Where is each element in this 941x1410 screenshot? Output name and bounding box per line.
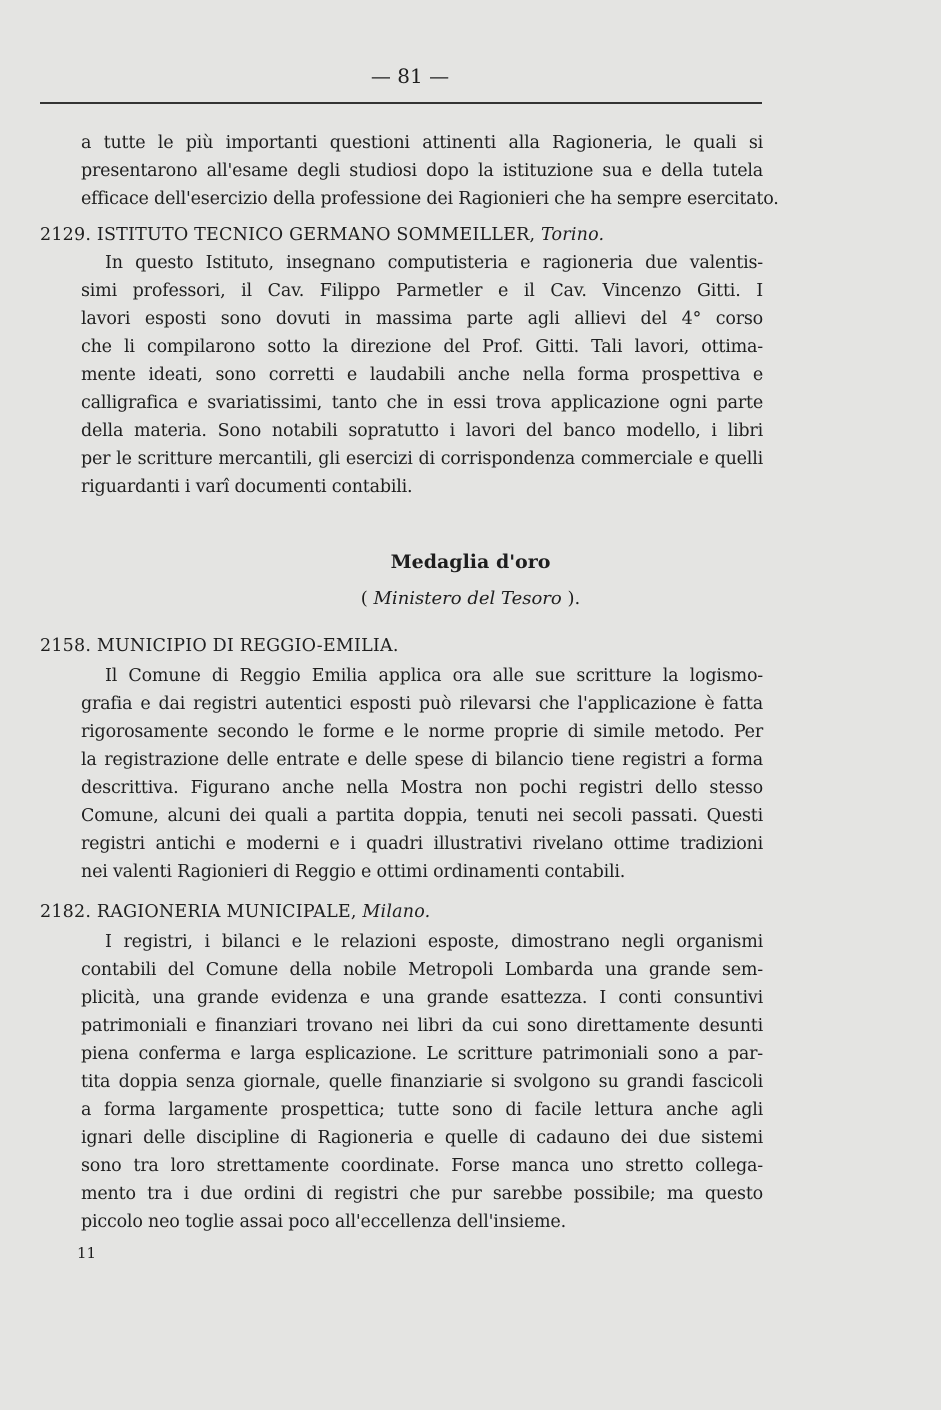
- entry-2182-heading: 2182. RAGIONERIA MUNICIPALE, Milano.: [40, 902, 431, 922]
- text-line: piena conferma e larga esplicazione. Le scritture patrimoniali sono a par-: [81, 1044, 763, 1064]
- entry-2129-heading: 2129. ISTITUTO TECNICO GERMANO SOMMEILLER, Torino.: [40, 225, 605, 245]
- text-line: calligrafica e svariatissimi, tanto che in essi trova applicazione ogni parte: [81, 393, 763, 413]
- text-line: efficace dell'esercizio della professione dei Ragionieri che ha sempre esercitato.: [81, 189, 779, 209]
- text-line: della materia. Sono notabili sopratutto i lavori del banco modello, i libri: [81, 421, 763, 441]
- text-line: piccolo neo toglie assai poco all'eccellenza dell'insieme.: [81, 1212, 566, 1232]
- text-line: a forma largamente prospettica; tutte sono di facile lettura anche agli: [81, 1100, 763, 1120]
- text-line: sono tra loro strettamente coordinate. Forse manca uno stretto collega-: [81, 1156, 763, 1176]
- text-line: Il Comune di Reggio Emilia applica ora alle sue scritture la logismo-: [105, 666, 763, 686]
- text-line: simi professori, il Cav. Filippo Parmetler e il Cav. Vincenzo Gitti. I: [81, 281, 763, 301]
- text-line: rigorosamente secondo le forme e le norme proprie di simile metodo. Per: [81, 722, 763, 742]
- text-line: che li compilarono sotto la direzione del Prof. Gitti. Tali lavori, ottima-: [81, 337, 763, 357]
- text-line: per le scritture mercantili, gli esercizi di corrispondenza commerciale e quelli: [81, 449, 763, 469]
- text-line: a tutte le più importanti questioni attinenti alla Ragioneria, le quali si: [81, 133, 763, 153]
- text-line: In questo Istituto, insegnano computisteria e ragioneria due valentis-: [105, 253, 763, 273]
- text-line: la registrazione delle entrate e delle spese di bilancio tiene registri a forma: [81, 750, 763, 770]
- header-rule: [40, 102, 762, 104]
- text-line: lavori esposti sono dovuti in massima parte agli allievi del 4° corso: [81, 309, 763, 329]
- text-line: registri antichi e moderni e i quadri illustrativi rivelano ottime tradizioni: [81, 834, 763, 854]
- text-line: mente ideati, sono corretti e laudabili anche nella forma prospettiva e: [81, 365, 763, 385]
- text-line: plicità, una grande evidenza e una grande esattezza. I conti consuntivi: [81, 988, 763, 1008]
- text-line: tita doppia senza giornale, quelle finanziarie si svolgono su grandi fascicoli: [81, 1072, 763, 1092]
- text-line: nei valenti Ragionieri di Reggio e ottimi ordinamenti contabili.: [81, 862, 626, 882]
- text-line: contabili del Comune della nobile Metropoli Lombarda una grande sem-: [81, 960, 763, 980]
- text-line: Comune, alcuni dei quali a partita doppia, tenuti nei secoli passati. Questi: [81, 806, 763, 826]
- signature-mark: 11: [77, 1244, 97, 1262]
- text-line: riguardanti i varî documenti contabili.: [81, 477, 413, 497]
- text-line: mento tra i due ordini di registri che pur sarebbe possibile; ma questo: [81, 1184, 763, 1204]
- text-line: grafia e dai registri autentici esposti può rilevarsi che l'applicazione è fatta: [81, 694, 763, 714]
- page-number: — 81 —: [370, 64, 450, 88]
- text-line: descrittiva. Figurano anche nella Mostra non pochi registri dello stesso: [81, 778, 763, 798]
- award-ministry: ( Ministero del Tesoro ).: [360, 588, 581, 609]
- text-line: patrimoniali e finanziari trovano nei libri da cui sono direttamente desunti: [81, 1016, 763, 1036]
- entry-2158-heading: 2158. MUNICIPIO DI REGGIO-EMILIA.: [40, 636, 399, 656]
- award-title: Medaglia d'oro: [390, 551, 551, 573]
- text-line: ignari delle discipline di Ragioneria e quelle di cadauno dei due sistemi: [81, 1128, 763, 1148]
- text-line: presentarono all'esame degli studiosi dopo la istituzione sua e della tutela: [81, 161, 763, 181]
- text-line: I registri, i bilanci e le relazioni esposte, dimostrano negli organismi: [105, 932, 763, 952]
